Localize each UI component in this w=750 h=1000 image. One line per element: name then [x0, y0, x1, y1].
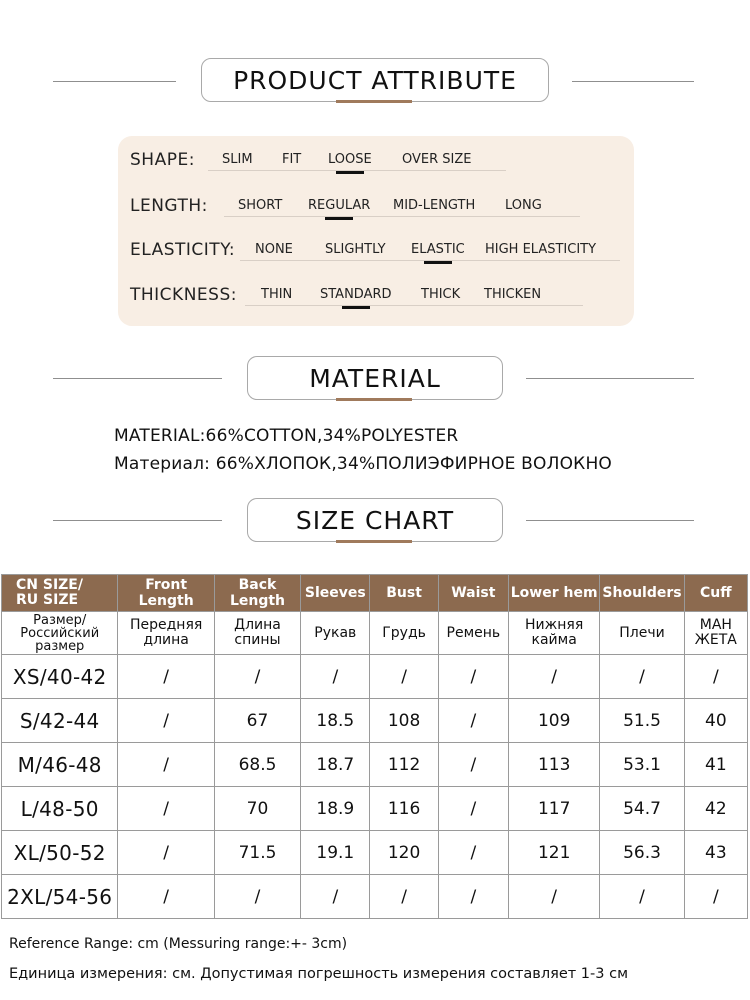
table-cell: 19.1 [301, 831, 370, 875]
title-rule-right [572, 81, 694, 82]
table-cell: 68.5 [214, 743, 300, 787]
reference-range-note: Reference Range: cm (Messuring range:+- 3cm) [9, 936, 348, 952]
table-cell: 116 [370, 787, 438, 831]
attribute-option: THICKEN [484, 287, 542, 302]
product-attribute-title-text: PRODUCT ATTRIBUTE [233, 65, 517, 95]
table-cell: 70 [214, 787, 300, 831]
table-cell: 121 [508, 831, 599, 875]
column-header-ru: Плечи [600, 612, 684, 655]
attribute-option: LONG [505, 198, 542, 213]
size-label-cell: S/42-44 [2, 699, 118, 743]
table-cell: / [438, 787, 508, 831]
table-cell: / [438, 831, 508, 875]
table-cell: 51.5 [600, 699, 684, 743]
table-cell: 109 [508, 699, 599, 743]
column-header: Front Length [118, 575, 214, 612]
column-header: Lower hem [508, 575, 599, 612]
table-cell: / [438, 875, 508, 919]
attribute-option: THICK [421, 287, 461, 302]
title-accent-bar [336, 100, 412, 103]
attribute-option: MID-LENGTH [393, 198, 476, 213]
title-accent-bar [336, 398, 412, 401]
table-cell: 41 [684, 743, 747, 787]
attribute-option: NONE [255, 242, 293, 257]
title-rule-left [53, 520, 222, 521]
size-chart-header [0, 498, 750, 544]
attribute-option: SHORT [238, 198, 283, 213]
table-cell: 53.1 [600, 743, 684, 787]
table-cell: / [214, 655, 300, 699]
table-cell: / [214, 875, 300, 919]
material-title-text: MATERIAL [309, 363, 441, 393]
column-header-ru: МАН ЖЕТА [684, 612, 747, 655]
table-cell: 112 [370, 743, 438, 787]
column-header-ru: Нижняя кайма [508, 612, 599, 655]
size-label-cell: L/48-50 [2, 787, 118, 831]
material-composition-en: MATERIAL:66%COTTON,34%POLYESTER [114, 426, 459, 446]
table-cell: 67 [214, 699, 300, 743]
column-header-ru: Грудь [370, 612, 438, 655]
table-cell: / [118, 743, 214, 787]
attribute-label: ELASTICITY: [130, 240, 236, 260]
material-header [0, 356, 750, 402]
table-row [2, 831, 748, 875]
size-label-cell: XL/50-52 [2, 831, 118, 875]
column-header: CN SIZE/ RU SIZE [2, 575, 118, 612]
title-rule-left [53, 81, 176, 82]
table-cell: / [438, 699, 508, 743]
table-row [2, 743, 748, 787]
attribute-option: STANDARD [320, 287, 392, 302]
table-cell: / [118, 699, 214, 743]
column-header-ru: Размер/ Российский размер [2, 612, 118, 655]
title-rule-left [53, 378, 222, 379]
table-cell: / [118, 831, 214, 875]
table-cell: / [438, 743, 508, 787]
table-cell: / [370, 875, 438, 919]
attribute-label: LENGTH: [130, 196, 208, 216]
table-cell: 108 [370, 699, 438, 743]
attribute-option: FIT [282, 152, 302, 167]
table-row [2, 699, 748, 743]
table-cell: / [600, 655, 684, 699]
table-cell: 42 [684, 787, 747, 831]
table-cell: 18.5 [301, 699, 370, 743]
column-header-ru: Передняя длина [118, 612, 214, 655]
table-cell: / [301, 655, 370, 699]
column-header-ru: Рукав [301, 612, 370, 655]
size-chart-title-text: SIZE CHART [295, 505, 455, 535]
attribute-option: ELASTIC [411, 242, 465, 257]
table-cell: 120 [370, 831, 438, 875]
table-cell: / [370, 655, 438, 699]
title-rule-right [526, 378, 694, 379]
material-composition-ru: Материал: 66%ХЛОПОК,34%ПОЛИЭФИРНОЕ ВОЛОКНО [114, 454, 613, 474]
title-rule-right [526, 520, 694, 521]
column-header: Back Length [214, 575, 300, 612]
size-chart-table [1, 574, 748, 919]
attribute-option: OVER SIZE [402, 152, 472, 167]
table-cell: / [118, 655, 214, 699]
attribute-option: SLIGHTLY [325, 242, 386, 257]
table-header-row-ru [2, 612, 748, 655]
table-cell: / [118, 875, 214, 919]
column-header-ru: Ремень [438, 612, 508, 655]
table-cell: / [301, 875, 370, 919]
table-cell: 40 [684, 699, 747, 743]
column-header: Cuff [684, 575, 747, 612]
attribute-option: LOOSE [328, 152, 372, 167]
title-accent-bar [336, 540, 412, 543]
material-title [247, 356, 503, 400]
attribute-underline [245, 305, 583, 306]
product-attribute-panel [118, 136, 634, 326]
size-chart-title [247, 498, 503, 542]
table-header-row-en [2, 575, 748, 612]
column-header: Bust [370, 575, 438, 612]
table-cell: 56.3 [600, 831, 684, 875]
attribute-row-length [130, 190, 620, 220]
table-cell: 54.7 [600, 787, 684, 831]
size-label-cell: M/46-48 [2, 743, 118, 787]
table-row [2, 655, 748, 699]
table-cell: / [508, 875, 599, 919]
product-attribute-header [0, 58, 750, 104]
attribute-row-elasticity [130, 234, 630, 264]
reference-range-note-ru: Единица измерения: см. Допустимая погрешность измерения составляет 1-3 см [9, 966, 629, 982]
attribute-underline [224, 216, 580, 217]
table-cell: 71.5 [214, 831, 300, 875]
table-cell: 113 [508, 743, 599, 787]
table-cell: / [438, 655, 508, 699]
attribute-row-thickness [130, 279, 620, 309]
table-cell: 117 [508, 787, 599, 831]
column-header-ru: Длина спины [214, 612, 300, 655]
table-cell: / [684, 655, 747, 699]
attribute-option: SLIM [222, 152, 253, 167]
table-cell: / [118, 787, 214, 831]
table-cell: 18.9 [301, 787, 370, 831]
attribute-row-shape [130, 144, 620, 174]
column-header: Shoulders [600, 575, 684, 612]
column-header: Waist [438, 575, 508, 612]
attribute-option: THIN [261, 287, 293, 302]
table-cell: 18.7 [301, 743, 370, 787]
table-row [2, 787, 748, 831]
column-header: Sleeves [301, 575, 370, 612]
attribute-label: SHAPE: [130, 150, 195, 170]
attribute-label: THICKNESS: [130, 285, 237, 305]
table-cell: / [508, 655, 599, 699]
table-cell: / [600, 875, 684, 919]
size-label-cell: 2XL/54-56 [2, 875, 118, 919]
product-attribute-title [201, 58, 549, 102]
attribute-option: HIGH ELASTICITY [485, 242, 597, 257]
attribute-option: REGULAR [308, 198, 370, 213]
table-row [2, 875, 748, 919]
size-label-cell: XS/40-42 [2, 655, 118, 699]
table-cell: / [684, 875, 747, 919]
table-cell: 43 [684, 831, 747, 875]
